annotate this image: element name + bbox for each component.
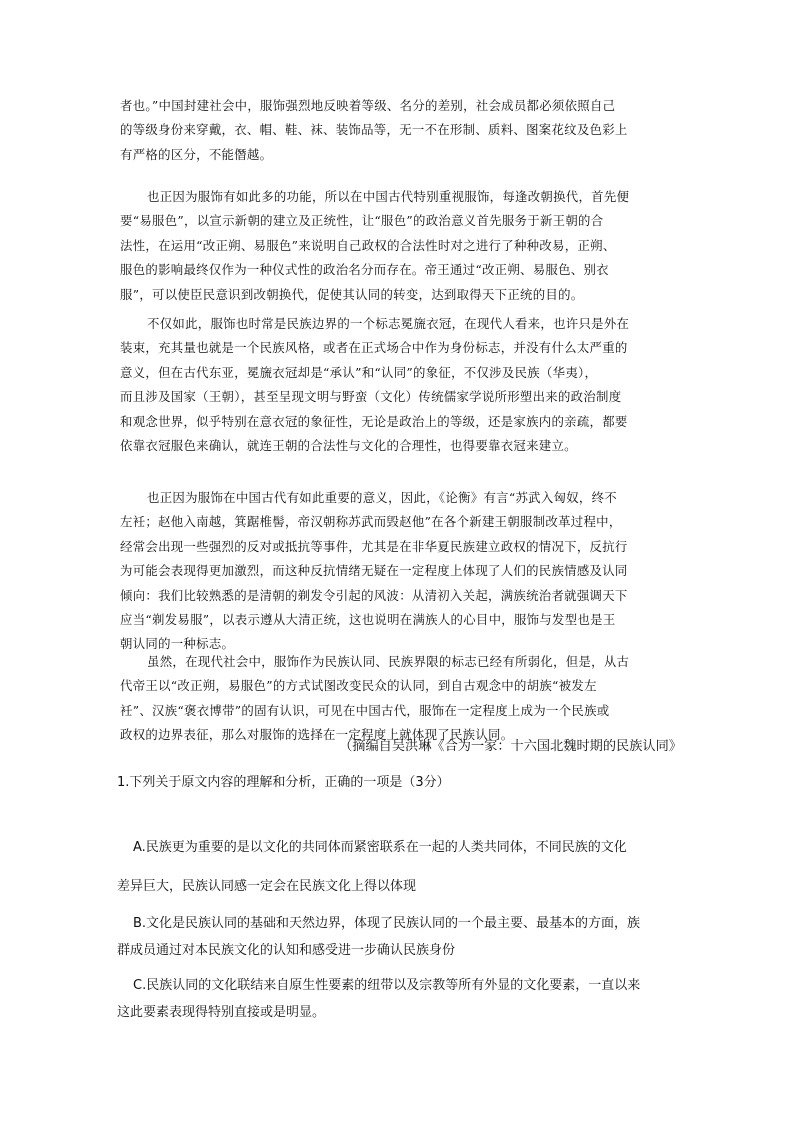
option-a — [117, 834, 679, 861]
option-line — [117, 910, 679, 937]
option-b — [117, 910, 679, 964]
paragraph-line — [120, 312, 676, 336]
paragraph-line-text: 也正因为服饰在中国古代有如此重要的意义，因此，《论衡》有言“苏武入匈奴，终不 — [147, 490, 617, 505]
option-line-text: B.文化是民族认同的基础和天然边界，体现了民族认同的一个最主要、最基本的方面，族 — [133, 916, 641, 931]
paragraph-line: 服”，可以使臣民意识到改朝换代，促使其认同的转变，达到取得天下正统的目的。 — [120, 286, 584, 302]
option-line — [117, 972, 679, 999]
paragraph-line: 法性，在运用“改正朔、易服色”来说明自己政权的合法性时对之进行了种种改易，正朔、 — [120, 237, 616, 253]
paragraph-line: 者也。”中国封建社会中，服饰强烈地反映着等级、名分的差别，社会成员都必须依照自己 — [120, 98, 616, 113]
option-line: 差异巨大，民族认同感一定会在民族文化上得以体现 — [117, 879, 417, 894]
paragraph-line: 经常会出现一些强烈的反对或抵抗等事件，尤其是在非华夏民族建立政权的情况下，反抗行 — [120, 538, 628, 554]
option-line: 这此要素表现得特别直接或是明显。 — [117, 1005, 326, 1020]
paragraph-4 — [120, 486, 676, 657]
paragraph-line: 和观念世界，似乎特别在意衣冠的象征性，无论是政治上的等级，还是家族内的亲疏，都要 — [120, 413, 628, 429]
paragraph-line: 服色的影响最终仅作为一种仪式性的政治名分而存在。帝王通过“改正朔、易服色、别衣 — [120, 262, 609, 278]
option-c — [117, 972, 679, 1026]
paragraph-line: 应当“剃发易服”，以表示遵从大清正统，这也说明在满族人的心目中，服饰与发型也是王 — [120, 612, 616, 628]
paragraph-line: 的等级身份来穿戴，衣、帽、鞋、袜、装饰品等，无一不在形制、质料、图案花纹及色彩上 — [120, 122, 628, 138]
paragraph-line: 装束，充其量也就是一个民族风格，或者在正式场合中作为身份标志，并没有什么太严重的 — [120, 340, 628, 356]
paragraph-line: 代帝王以“改正朔，易服色”的方式试图改变民众的认同，到自古观念中的胡族“被发左 — [120, 678, 597, 694]
paragraph-line: 而且涉及国家（王朝），甚至呈现文明与野蛮（文化）传统儒家学说所形塑出来的政治制度 — [120, 389, 622, 405]
paragraph-line: 衽”、汉族“褒衣博带”的固有认识，可见在中国古代，服饰在一定程度上成为一个民族或 — [120, 702, 610, 718]
paragraph-5 — [120, 650, 676, 748]
paragraph-line-text: 不仅如此，服饰也时常是民族边界的一个标志冕旒衣冠，在现代人看来，也许只是外在 — [147, 316, 630, 331]
paragraph-line: 意义，但在古代东亚，冕旒衣冠却是“承认”和“认同”的象征，不仅涉及民族（华夷）， — [120, 364, 598, 380]
paragraph-line-text: 虽然，在现代社会中，服饰作为民族认同、民族界限的标志已经有所弱化，但是，从古 — [147, 654, 630, 669]
paragraph-line: 要“易服色”，以宣示新朝的建立及正统性，让“服色”的政治意义首先服务于新王朝的合 — [120, 213, 604, 229]
paragraph-2 — [120, 185, 676, 307]
paragraph-3 — [120, 312, 676, 458]
source-citation: （摘编自吴洪琳《合为一家：十六国北魏时期的民族认同》 — [339, 739, 682, 754]
paragraph-line: 有严格的区分，不能僭越。 — [120, 146, 273, 162]
option-line: 群成员通过对本民族文化的认知和感受进一步确认民族身份 — [117, 943, 456, 958]
paragraph-line: 左衽；赵他入南越，箕踞椎髻，帝汉朝称苏武而毁赵他”在各个新建王朝服制改革过程中， — [120, 514, 622, 530]
paragraph-line — [120, 185, 676, 209]
paragraph-line: 倾向：我们比较熟悉的是清朝的剃发令引起的风波：从清初入关起，满族统治者就强调天下 — [120, 587, 628, 603]
option-line-text: C.民族认同的文化联结来自原生性要素的纽带以及宗教等所有外显的文化要素，一直以来 — [133, 978, 641, 993]
paragraph-line: 朝认同的一种标志。 — [120, 636, 235, 652]
paragraph-line: 依靠衣冠服色来确认，就连王朝的合法性与文化的合理性，也得要靠衣冠来建立。 — [120, 438, 577, 454]
option-line — [117, 834, 679, 861]
paragraph-line — [120, 486, 676, 510]
paragraph-line — [120, 650, 676, 674]
paragraph-line: 政权的边界表征，那么对服饰的选择在一定程度上就体现了民族认同。 — [120, 727, 514, 743]
paragraph-1 — [120, 94, 676, 167]
paragraph-line-text: 也正因为服饰有如此多的功能，所以在中国古代特别重视服饰，每逢改朝换代，首先便 — [147, 189, 630, 204]
question-stem: 1.下列关于原文内容的理解和分析，正确的一项是（3分） — [117, 775, 450, 790]
option-line-text: A.民族更为重要的是以文化的共同体而紧密联系在一起的人类共同体，不同民族的文化 — [133, 840, 627, 855]
option-a-continuation — [117, 873, 679, 900]
paragraph-line: 为可能会表现得更加激烈，而这种反抗情绪无疑在一定程度上体现了人们的民族情感及认同 — [120, 563, 628, 579]
